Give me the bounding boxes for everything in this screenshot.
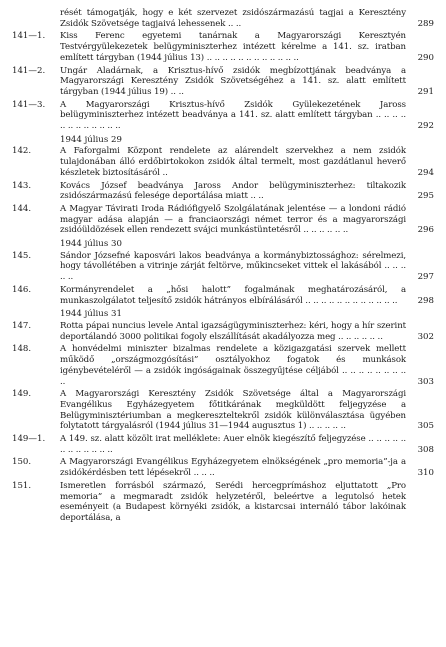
entry-page-number: 289 [417, 18, 434, 29]
entry-number: 148. [12, 344, 32, 355]
entry-description: Ungár Aladárnak, a Krisztus-hívő zsidók megbízottjának beadványa a Magyarországi Keresztény Zsidók Szövetségéhez a 141. sz. alatt említett tárgyban (1944 július 19) .. .. [60, 65, 406, 97]
toc-entry [0, 285, 446, 306]
entry-number: 141—2. [12, 65, 46, 76]
date-heading: 1944 július 31 [60, 309, 122, 320]
toc-entry [0, 389, 446, 432]
entry-description: Kormányrendelet a „hősi halott” fogalmának meghatározásáról, a munkaszolgálatot teljesítő zsidók hátrányos elbírálásáról .. .. .. .. .. .. .. .. .. .. .. .. [60, 284, 406, 306]
entry-page-number: 310 [417, 468, 434, 479]
entry-page-number: 296 [417, 225, 434, 236]
entry-description: rését támogatják, hogy e két szervezet zsidószármazású tagjai a Keresztény Zsidók Szövetsége tagjaivá lehessenek .. .. [60, 8, 406, 29]
toc-entry [0, 251, 446, 283]
toc-entry [0, 66, 446, 98]
entry-page-number: 292 [417, 121, 434, 132]
entry-page-number: 305 [417, 421, 434, 432]
entry-number: 142. [12, 146, 32, 157]
entry-number: 147. [12, 320, 32, 331]
entry-number: 143. [12, 180, 32, 191]
entry-description: Ismeretlen forrásból származó, Serédi hercegprímáshoz eljuttatott „Pro memoria” a megmaradt zsidók helyzetéről, beleértve a legutolsó hetek eseményeit (a Budapest környéki zsidók, a kistarcsai internáló tábor lakóinak deportálása, a [60, 480, 406, 523]
entry-description: A Magyarországi Keresztény Zsidók Szövetsége által a Magyarországi Evangélikus Egyházegyetem főtitkárának megküldött feljegyzése a Belügyminisztériumban a megkereszteltekről zsidók különválasztása ügyében folytatott tárgyalásról (1944 július 31—1944 augusztus 1) .. .. .. .. .. [60, 389, 406, 432]
toc-entry [0, 31, 446, 63]
entry-description: A Magyarországi Evangélikus Egyházegyetem elnökségének „pro memoria”-ja a zsidókérdésben tett lépésekről .. .. .. [60, 457, 406, 479]
entry-number: 145. [12, 250, 32, 261]
entry-page-number: 290 [417, 52, 434, 63]
entry-page-number: 295 [417, 191, 434, 202]
entry-description: A Magyar Távirati Iroda Rádiófigyelő Szolgálatának jelentése — a londoni rádió magyar adása alapján — a franciaországi német terror és a magyarországi zsidóüldözések ellen rendezett svájci munkástüntetésről .. .. .. .. .. .. [60, 203, 406, 236]
entry-description: A Faforgalmi Központ rendelete az alárendelt szervekhez a nem zsidók tulajdonában álló erdőbirtokokon zsidók által termelt, most gazdátlanul heverő készletek biztosításáról .. [60, 146, 406, 178]
entry-number: 149—1. [12, 434, 46, 445]
entry-page-number: 298 [417, 295, 434, 306]
toc-entry [0, 100, 446, 132]
entry-description: Kovács József beadványa Jaross Andor belügyminiszterhez: tiltakozik zsidószármazású felesége deportálása miatt .. .. [60, 180, 406, 202]
entry-page-number: 302 [417, 331, 434, 342]
toc-entry [0, 321, 446, 342]
entry-number: 141—3. [12, 99, 46, 110]
entry-number: 149. [12, 389, 32, 400]
date-heading: 1944 július 30 [60, 239, 122, 250]
toc-entry [0, 344, 446, 387]
entry-number: 150. [12, 457, 32, 468]
toc-entry [0, 181, 446, 202]
entry-page-number: 308 [417, 444, 434, 455]
toc-entry [0, 481, 446, 524]
entry-number: 141—1. [12, 31, 46, 42]
toc-entry [0, 146, 446, 178]
toc-entry [0, 434, 446, 455]
entry-number: 151. [12, 480, 32, 491]
toc-entry [0, 457, 446, 478]
entry-page-number: 303 [417, 376, 434, 387]
date-heading: 1944 július 29 [60, 134, 122, 145]
entry-description: Sándor Józsefné kaposvári lakos beadványa a kormánybiztossághoz: sérelmezi, hogy távollétében a vitrinje zárját feltörve, műkincseket vittek el lakásából .. .. .. .. .. [60, 250, 406, 283]
entry-description: A honvédelmi miniszter bizalmas rendelete a közigazgatási szervek mellett működő „országmozgósítási” osztályokhoz fogatok és munkások igénybevételéről — a zsidók ingóságainak összegyűjtése céljából .. .. .. .. .. .. .. .. .. [60, 344, 406, 387]
entry-page-number: 291 [417, 86, 434, 97]
toc-entry [0, 8, 446, 29]
table-of-contents [0, 8, 446, 526]
entry-number: 144. [12, 203, 32, 214]
entry-description: Kiss Ferenc egyetemi tanárnak a Magyarországi Keresztyén Testvérgyülekezetek belügyminiszterhez intézett kérelme a 141. sz. iratban említett tárgyban (1944 július 13) .. .. .. .. .. .. .. .. .. .. .. .. [60, 31, 406, 63]
entry-description: Rotta pápai nuncius levele Antal igazságügyminiszterhez: kéri, hogy a hír szerint deportálandó 3000 politikai fogoly elszállítását akadályozza meg .. .. .. .. .. .. [60, 320, 406, 342]
entry-description: A Magyarországi Krisztus-hívő Zsidók Gyülekezetének Jaross belügyminiszterhez intézett beadványa a 141. sz. alatt említett tárgyban .. .. .. .. .. .. .. .. .. .. .. .. [60, 99, 406, 132]
entry-description: A 149. sz. alatt közölt irat melléklete: Auer elnök kiegészítő feljegyzése .. .. .. .. .. .. .. .. .. .. .. .. [60, 434, 406, 455]
entry-number: 146. [12, 284, 32, 295]
entry-page-number: 297 [417, 272, 434, 283]
toc-entry [0, 204, 446, 236]
entry-page-number: 294 [417, 167, 434, 178]
